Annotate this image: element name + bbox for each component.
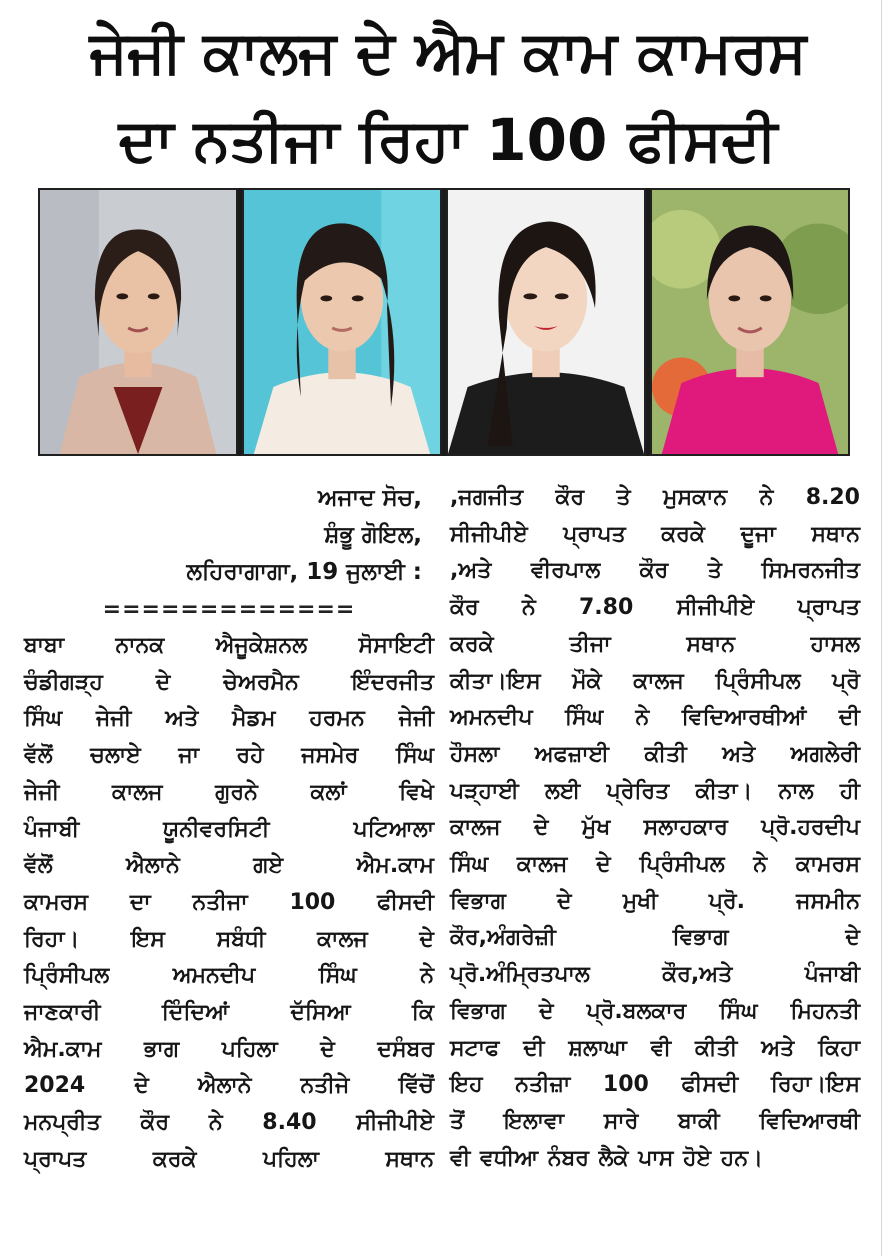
byline-reporter: ਸ਼ੰਭੂ ਗੋਇਲ, bbox=[324, 522, 422, 548]
text-line: ਪ੍ਰਿੰਸੀਪਲ ਅਮਨਦੀਪ ਸਿੰਘ ਨੇ bbox=[24, 963, 434, 989]
text-line: ਵੱਲੋਂ ਚਲਾਏ ਜਾ ਰਹੇ ਜਸਮੇਰ ਸਿੰਘ bbox=[24, 743, 434, 769]
text-line: ਵਿਭਾਗ ਦੇ ਪ੍ਰੋ.ਬਲਕਾਰ ਸਿੰਘ ਮਿਹਨਤੀ bbox=[450, 998, 860, 1024]
text-line: ਕਰਕੇ ਤੀਜਾ ਸਥਾਨ ਹਾਸਲ bbox=[450, 631, 860, 657]
text-line: ਚੰਡੀਗੜ੍ਹ ਦੇ ਚੇਅਰਮੈਨ ਇੰਦਰਜੀਤ bbox=[24, 669, 434, 695]
text-line: ਸੀਜੀਪੀਏ ਪ੍ਰਾਪਤ ਕਰਕੇ ਦੂਜਾ ਸਥਾਨ bbox=[450, 521, 860, 547]
text-line: ਪ੍ਰਾਪਤ ਕਰਕੇ ਪਹਿਲਾ ਸਥਾਨ bbox=[24, 1146, 434, 1172]
article-paragraph-right bbox=[450, 480, 860, 1177]
text-line: ਕਾਲਜ ਦੇ ਮੁੱਖ ਸਲਾਹਕਾਰ ਪ੍ਰੋ.ਹਰਦੀਪ bbox=[450, 815, 860, 841]
headline-line-1: ਜੇਜੀ ਕਾਲਜ ਦੇ ਐਮ ਕਾਮ ਕਾਮਰਸ bbox=[89, 18, 807, 86]
text-line: ਵੱਲੋਂ ਐਲਾਨੇ ਗਏ ਐਮ.ਕਾਮ bbox=[24, 853, 434, 879]
text-line: ਸਟਾਫ ਦੀ ਸ਼ਲਾਘਾ ਵੀ ਕੀਤੀ ਅਤੇ ਕਿਹਾ bbox=[450, 1035, 860, 1061]
text-line: ਜਾਣਕਾਰੀ ਦਿੰਦਿਆਂ ਦੱਸਿਆ ਕਿ bbox=[24, 1000, 434, 1026]
article-column-right bbox=[450, 480, 860, 1177]
byline-separator: ============= bbox=[102, 597, 356, 622]
text-line: ,ਅਤੇ ਵੀਰਪਾਲ ਕੌਰ ਤੇ ਸਿਮਰਨਜੀਤ bbox=[450, 558, 860, 584]
byline bbox=[24, 480, 434, 591]
text-line: ਕਾਮਰਸ ਦਾ ਨਤੀਜਾ 100 ਫੀਸਦੀ bbox=[24, 889, 434, 915]
page-edge-rule bbox=[881, 0, 882, 1256]
text-line: ਵਿਭਾਗ ਦੇ ਮੁਖੀ ਪ੍ਰੋ. ਜਸਮੀਨ bbox=[450, 888, 860, 914]
student-photo-2 bbox=[242, 188, 442, 456]
article-column-left bbox=[24, 480, 434, 1179]
text-line: ਕੌਰ,ਅੰਗਰੇਜ਼ੀ ਵਿਭਾਗ ਦੇ bbox=[450, 925, 860, 951]
text-line: ਪੰਜਾਬੀ ਯੂਨੀਵਰਸਿਟੀ ਪਟਿਆਲਾ bbox=[24, 816, 434, 842]
photo-strip bbox=[38, 188, 850, 456]
text-line: ,ਜਗਜੀਤ ਕੌਰ ਤੇ ਮੁਸਕਾਨ ਨੇ 8.20 bbox=[450, 485, 860, 510]
text-line: ਕੌਰ ਨੇ 7.80 ਸੀਜੀਪੀਏ ਪ੍ਰਾਪਤ bbox=[450, 595, 860, 621]
text-line: ਬਾਬਾ ਨਾਨਕ ਐਜੂਕੇਸ਼ਨਲ ਸੋਸਾਇਟੀ bbox=[24, 633, 434, 658]
byline-source: ਅਜਾਦ ਸੋਚ, bbox=[317, 485, 422, 511]
student-photo-3 bbox=[446, 188, 646, 456]
text-line: ਕੀਤਾ।ਇਸ ਮੌਕੇ ਕਾਲਜ ਪ੍ਰਿੰਸੀਪਲ ਪ੍ਰੋ bbox=[450, 668, 860, 694]
text-line: ਐਮ.ਕਾਮ ਭਾਗ ਪਹਿਲਾ ਦੇ ਦਸੰਬਰ bbox=[24, 1036, 434, 1062]
text-line: ਮਨਪ੍ਰੀਤ ਕੌਰ ਨੇ 8.40 ਸੀਜੀਪੀਏ bbox=[24, 1110, 434, 1136]
text-line: ਅਮਨਦੀਪ ਸਿੰਘ ਨੇ ਵਿਦਿਆਰਥੀਆਂ ਦੀ bbox=[450, 705, 860, 731]
article-paragraph-left bbox=[24, 628, 434, 1179]
byline-place-date: ਲਹਿਰਾਗਾਗਾ, 19 ਜੁਲਾਈ : bbox=[186, 559, 422, 585]
text-line: ਰਿਹਾ। ਇਸ ਸਬੰਧੀ ਕਾਲਜ ਦੇ bbox=[24, 926, 434, 952]
text-line: 2024 ਦੇ ਐਲਾਨੇ ਨਤੀਜੇ ਵਿੱਚੋਂ bbox=[24, 1073, 434, 1099]
student-photo-4 bbox=[650, 188, 850, 456]
text-line: ਇਹ ਨਤੀਜ਼ਾ 100 ਫੀਸਦੀ ਰਿਹਾ।ਇਸ bbox=[450, 1072, 860, 1098]
text-line: ਸਿੰਘ ਕਾਲਜ ਦੇ ਪ੍ਰਿੰਸੀਪਲ ਨੇ ਕਾਮਰਸ bbox=[450, 852, 860, 878]
text-line: ਵੀ ਵਧੀਆ ਨੰਬਰ ਲੈਕੇ ਪਾਸ ਹੋਏ ਹਨ। bbox=[450, 1145, 763, 1171]
text-line: ਪੜ੍ਹਾਈ ਲਈ ਪ੍ਰੇਰਿਤ ਕੀਤਾ। ਨਾਲ ਹੀ bbox=[450, 778, 860, 804]
text-line: ਹੌਸਲਾ ਅਫਜ਼ਾਈ ਕੀਤੀ ਅਤੇ ਅਗਲੇਰੀ bbox=[450, 741, 860, 767]
text-line: ਜੇਜੀ ਕਾਲਜ ਗੁਰਨੇ ਕਲਾਂ ਵਿਖੇ bbox=[24, 779, 434, 805]
headline bbox=[24, 8, 872, 184]
text-line: ਪ੍ਰੋ.ਅੰਮ੍ਰਿਤਪਾਲ ਕੌਰ,ਅਤੇ ਪੰਜਾਬੀ bbox=[450, 962, 860, 988]
headline-line-2: ਦਾ ਨਤੀਜਾ ਰਿਹਾ 100 ਫੀਸਦੀ bbox=[118, 106, 778, 174]
page-edge bbox=[874, 0, 890, 1256]
text-line: ਤੋਂ ਇਲਾਵਾ ਸਾਰੇ ਬਾਕੀ ਵਿਦਿਆਰਥੀ bbox=[450, 1108, 860, 1134]
text-line: ਸਿੰਘ ਜੇਜੀ ਅਤੇ ਮੈਡਮ ਹਰਮਨ ਜੇਜੀ bbox=[24, 706, 434, 732]
student-photo-1 bbox=[38, 188, 238, 456]
